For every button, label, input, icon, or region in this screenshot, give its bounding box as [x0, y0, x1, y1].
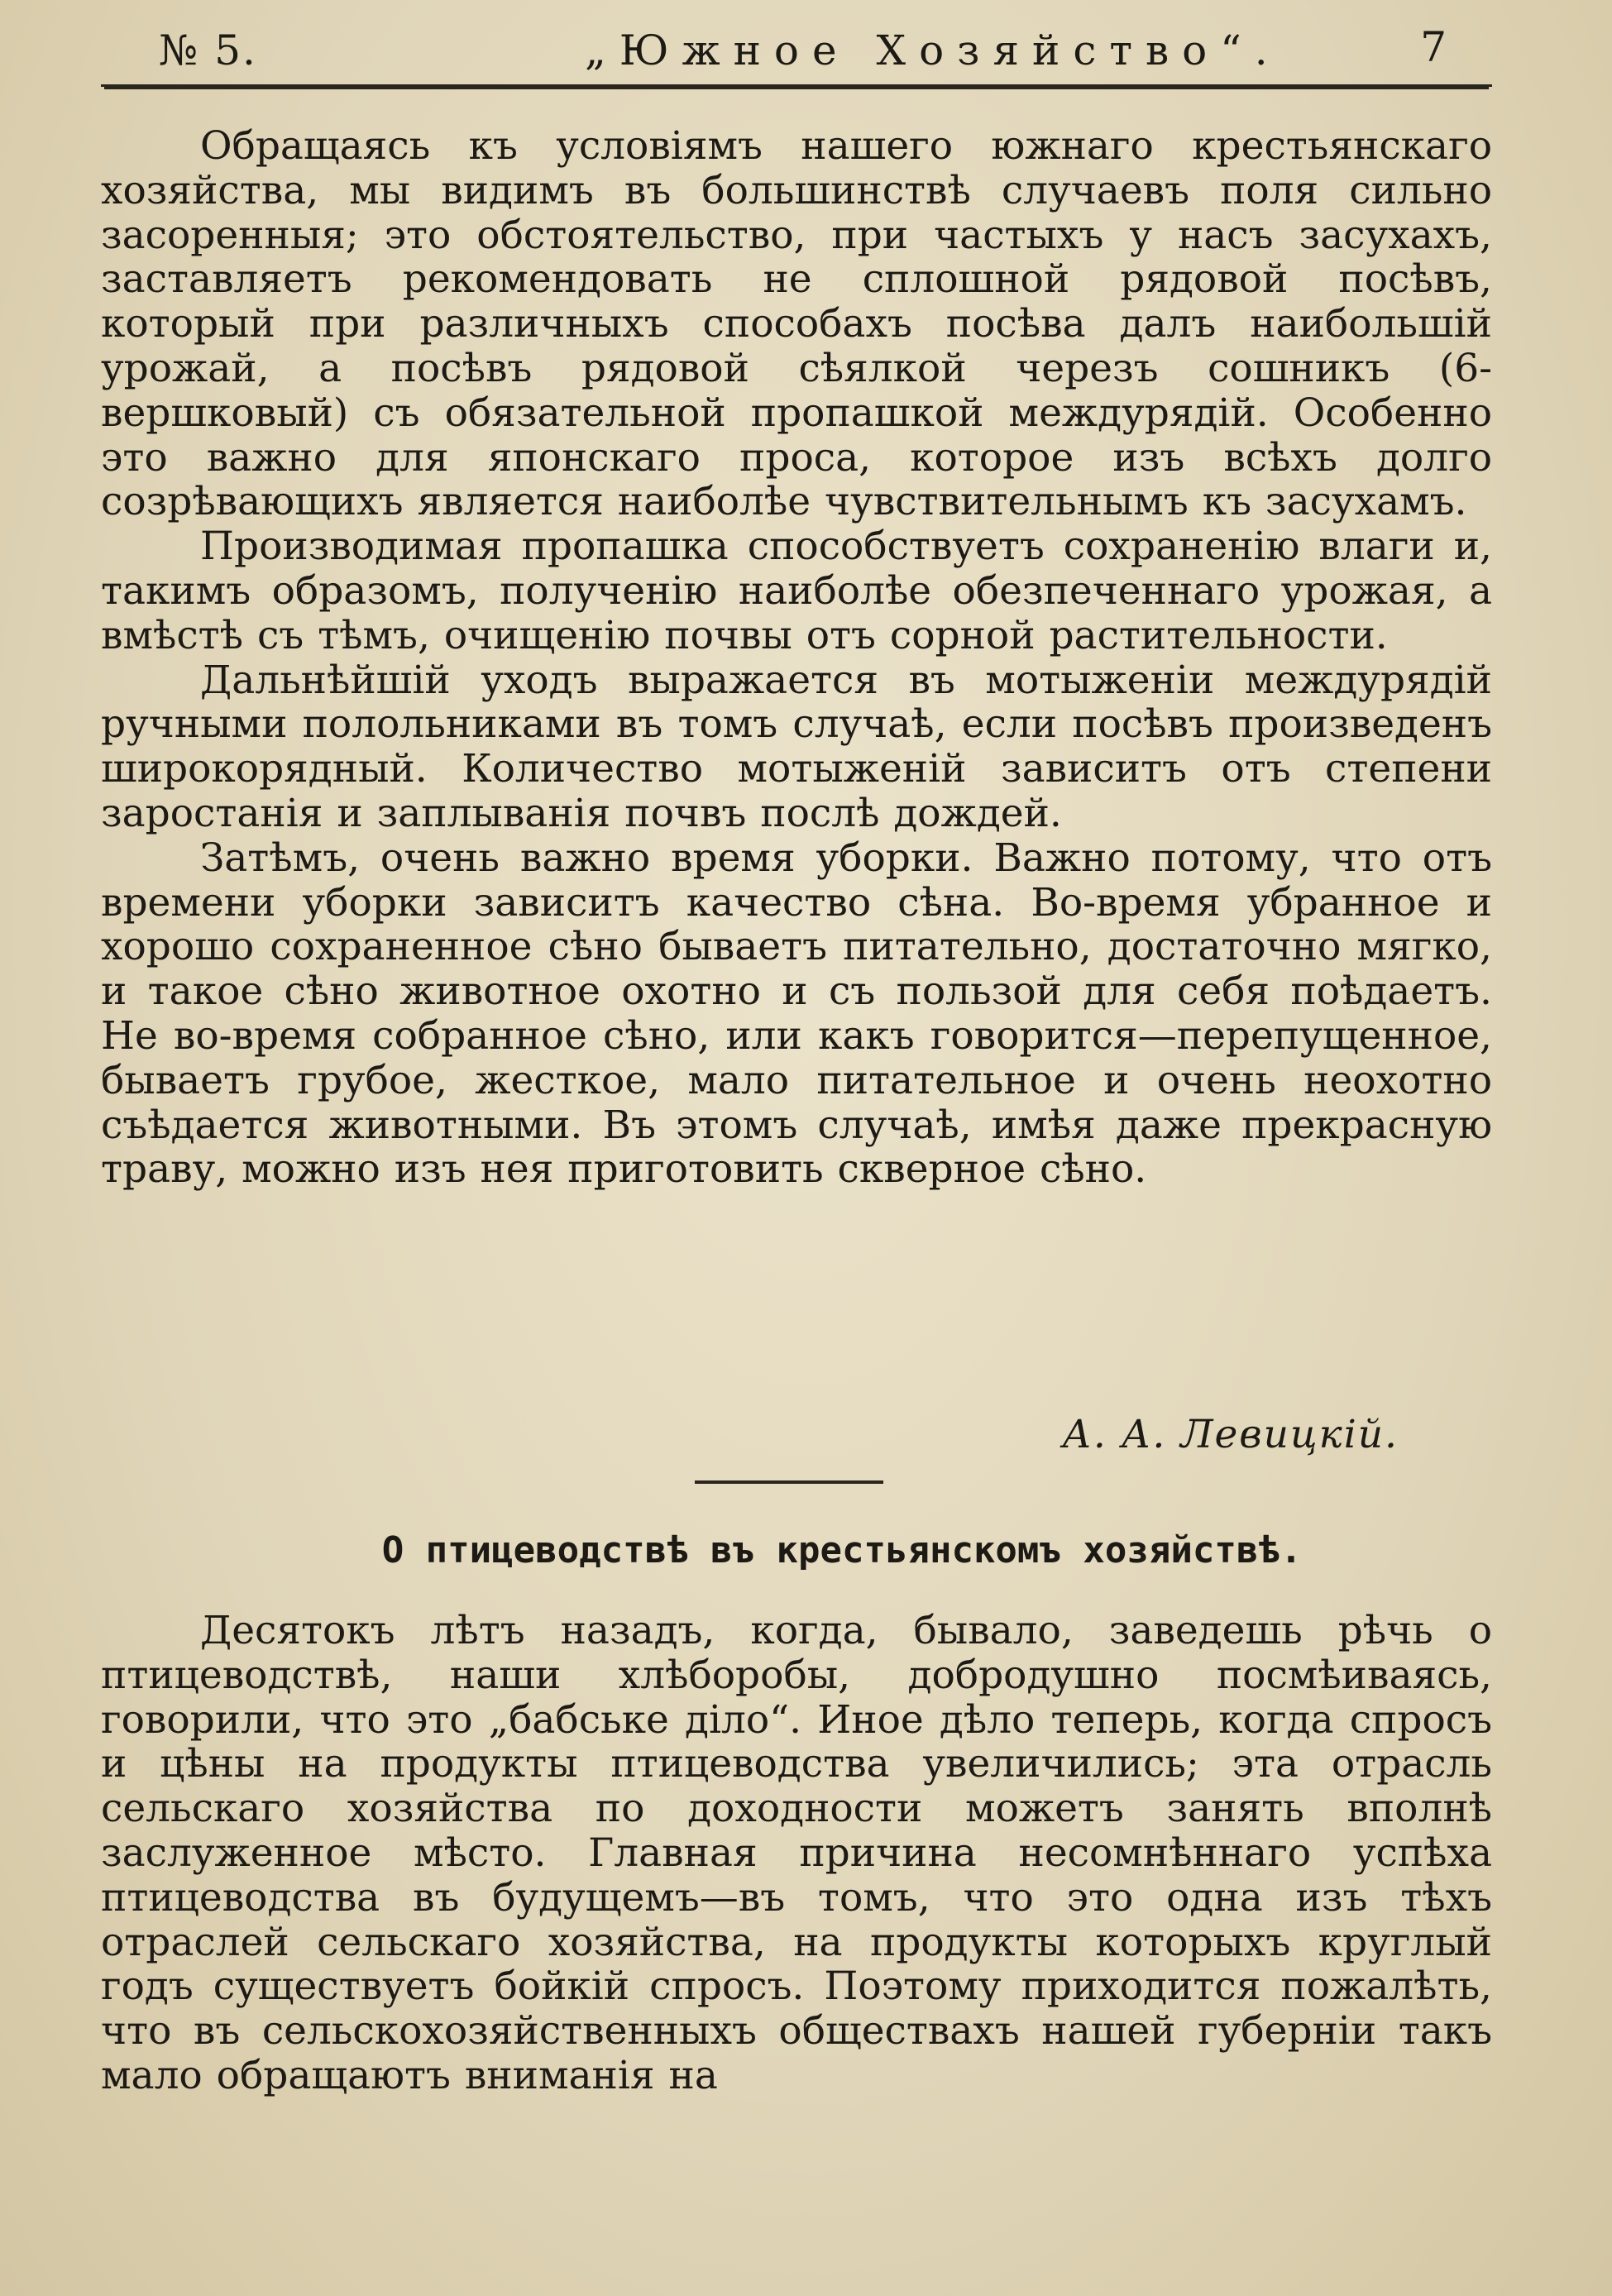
- page-number: 7: [1420, 23, 1447, 71]
- section-divider: [695, 1480, 883, 1484]
- running-header: [101, 17, 1492, 87]
- journal-title: „Южное Хозяйство“.: [585, 26, 1281, 74]
- paragraph: Десятокъ лѣтъ назадъ, когда, бывало, заведешь рѣчь о птицеводствѣ, наши хлѣборобы, добродушно посмѣиваясь, говорили, что это „бабське діло“. Иное дѣло теперь, когда спросъ и цѣны на продукты птицеводства увеличились; эта отрасль сельскаго хозяйства по доходности можетъ занять вполнѣ заслуженное мѣсто. Главная причина несомнѣннаго успѣха птицеводства въ будущемъ—въ томъ, что это одна изъ тѣхъ отраслей сельскаго хозяйства, на продукты которыхъ круглый годъ существуетъ бойкій спросъ. Поэтому приходится пожалѣть, что въ сельскохозяйственныхъ обществахъ нашей губерніи такъ мало обращаютъ вниманія на: [101, 1608, 1492, 2098]
- author-signature: А. А. Левицкій.: [1062, 1412, 1399, 1457]
- article-hay-harvest: [101, 124, 1492, 1192]
- paragraph: Производимая пропашка способствуетъ сохраненію влаги и, такимъ образомъ, полученію наиболѣе обезпеченнаго урожая, а вмѣстѣ съ тѣмъ, очищенію почвы отъ сорной растительности.: [101, 524, 1492, 658]
- article-heading: О птицеводствѣ въ крестьянскомъ хозяйствѣ.: [381, 1529, 1303, 1571]
- paragraph: Затѣмъ, очень важно время уборки. Важно потому, что отъ времени уборки зависитъ качество сѣна. Во-время убранное и хорошо сохраненное сѣно бываетъ питательно, достаточно мягко, и такое сѣно животное охотно и съ пользой для себя поѣдаетъ. Не во-время собранное сѣно, или какъ говорится—перепущенное, бываетъ грубое, жесткое, мало питательное и очень неохотно съѣдается животными. Въ этомъ случаѣ, имѣя даже прекрасную траву, можно изъ нея приготовить скверное сѣно.: [101, 835, 1492, 1193]
- article-poultry: [101, 1609, 1492, 2098]
- paragraph: Обращаясь къ условіямъ нашего южнаго крестьянскаго хозяйства, мы видимъ въ большинствѣ случаевъ поля сильно засоренныя; это обстоятельство, при частыхъ у насъ засухахъ, заставляетъ рекомендовать не сплошной рядовой посѣвъ, который при различныхъ способахъ посѣва далъ наибольшій урожай, а посѣвъ рядовой сѣялкой черезъ сошникъ (6-вершковый) съ обязательной пропашкой междурядій. Особенно это важно для японскаго проса, которое изъ всѣхъ долго созрѣвающихъ является наиболѣе чувствительнымъ къ засухамъ.: [101, 123, 1492, 525]
- paragraph: Дальнѣйшій уходъ выражается въ мотыженіи междурядій ручными полольниками въ томъ случаѣ, если посѣвъ произведенъ широкорядный. Количество мотыженій зависитъ отъ степени заростанія и заплыванія почвъ послѣ дождей.: [101, 657, 1492, 836]
- issue-number: № 5.: [159, 26, 257, 74]
